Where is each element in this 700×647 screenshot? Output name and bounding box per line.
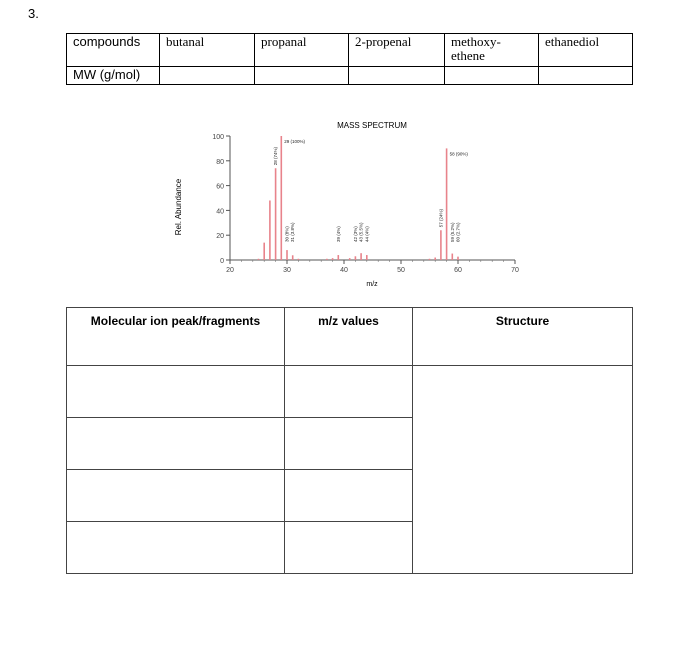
mw-row — [67, 67, 633, 85]
mw-cell-butanal[interactable] — [160, 67, 255, 85]
y-axis-label: Rel. Abundance — [174, 178, 183, 236]
peak-label-mz-57: 57 (24%) — [438, 208, 444, 228]
header-fragments: Molecular ion peak/fragments — [67, 308, 285, 366]
fragment-cell[interactable] — [67, 522, 285, 574]
peak-label-mz-60: 60 (2.7%) — [455, 222, 461, 242]
fragment-cell[interactable] — [67, 418, 285, 470]
fragment-table — [66, 307, 633, 574]
header-mz-values: m/z values — [285, 308, 413, 366]
peak-label-mz-28: 28 (74%) — [273, 146, 279, 166]
x-tick-label: 40 — [340, 267, 348, 274]
header-structure: Structure — [413, 308, 633, 366]
chart-axes — [212, 134, 519, 274]
mw-cell-ethanediol[interactable] — [539, 67, 633, 85]
y-tick-label: 100 — [212, 134, 224, 141]
compound-ethanediol: ethanediol — [539, 34, 633, 67]
x-axis-label: m/z — [366, 281, 378, 288]
peak-label-mz-59: 59 (5.2%) — [449, 222, 455, 242]
x-tick-label: 20 — [226, 267, 234, 274]
mw-label: MW (g/mol) — [67, 67, 160, 85]
fragment-cell[interactable] — [67, 366, 285, 418]
y-tick-label: 40 — [216, 208, 224, 216]
mz-cell[interactable] — [285, 522, 413, 574]
mz-cell[interactable] — [285, 418, 413, 470]
compounds-row — [67, 34, 633, 67]
x-tick-label: 60 — [454, 267, 462, 274]
mw-cell-2-propenal[interactable] — [349, 67, 445, 85]
fragment-cell[interactable] — [67, 470, 285, 522]
mz-cell[interactable] — [285, 470, 413, 522]
peak-label-mz-31: 31 (3.8%) — [290, 222, 296, 242]
x-tick-label: 30 — [283, 267, 291, 274]
question-number: 3. — [28, 6, 39, 21]
mw-cell-propanal[interactable] — [255, 67, 349, 85]
peak-label-mz-43: 43 (5.5%) — [358, 222, 364, 242]
structure-cell[interactable] — [413, 366, 633, 574]
compound-2-propenal: 2-propenal — [349, 34, 445, 67]
mass-spectrum-chart — [160, 112, 540, 292]
y-tick-label: 60 — [216, 183, 224, 191]
peak-label-mz-58: 58 (90%) — [449, 151, 468, 157]
compound-propanal: propanal — [255, 34, 349, 67]
compounds-label: compounds — [67, 34, 160, 67]
compound-mw-table — [66, 33, 633, 85]
table-row — [67, 366, 633, 418]
y-tick-label: 80 — [216, 158, 224, 166]
x-tick-label: 70 — [511, 267, 519, 274]
peak-label-mz-30: 30 (8%) — [284, 226, 290, 242]
chart-title: MASS SPECTRUM — [337, 121, 407, 130]
mz-cell[interactable] — [285, 366, 413, 418]
x-tick-label: 50 — [397, 267, 405, 274]
compound-butanal: butanal — [160, 34, 255, 67]
fragment-header-row — [67, 308, 633, 366]
mw-cell-methoxyethene[interactable] — [445, 67, 539, 85]
compound-methoxyethene: methoxy- ethene — [445, 34, 539, 67]
peak-label-mz-39: 39 (4%) — [335, 226, 341, 242]
peak-label-mz-44: 44 (4%) — [364, 226, 370, 242]
y-tick-label: 0 — [220, 258, 224, 265]
peak-label-mz-29: 29 (100%) — [284, 139, 306, 144]
chart-annotations — [273, 139, 468, 242]
peak-label-mz-42: 42 (3%) — [352, 226, 358, 242]
y-tick-label: 20 — [216, 233, 224, 241]
